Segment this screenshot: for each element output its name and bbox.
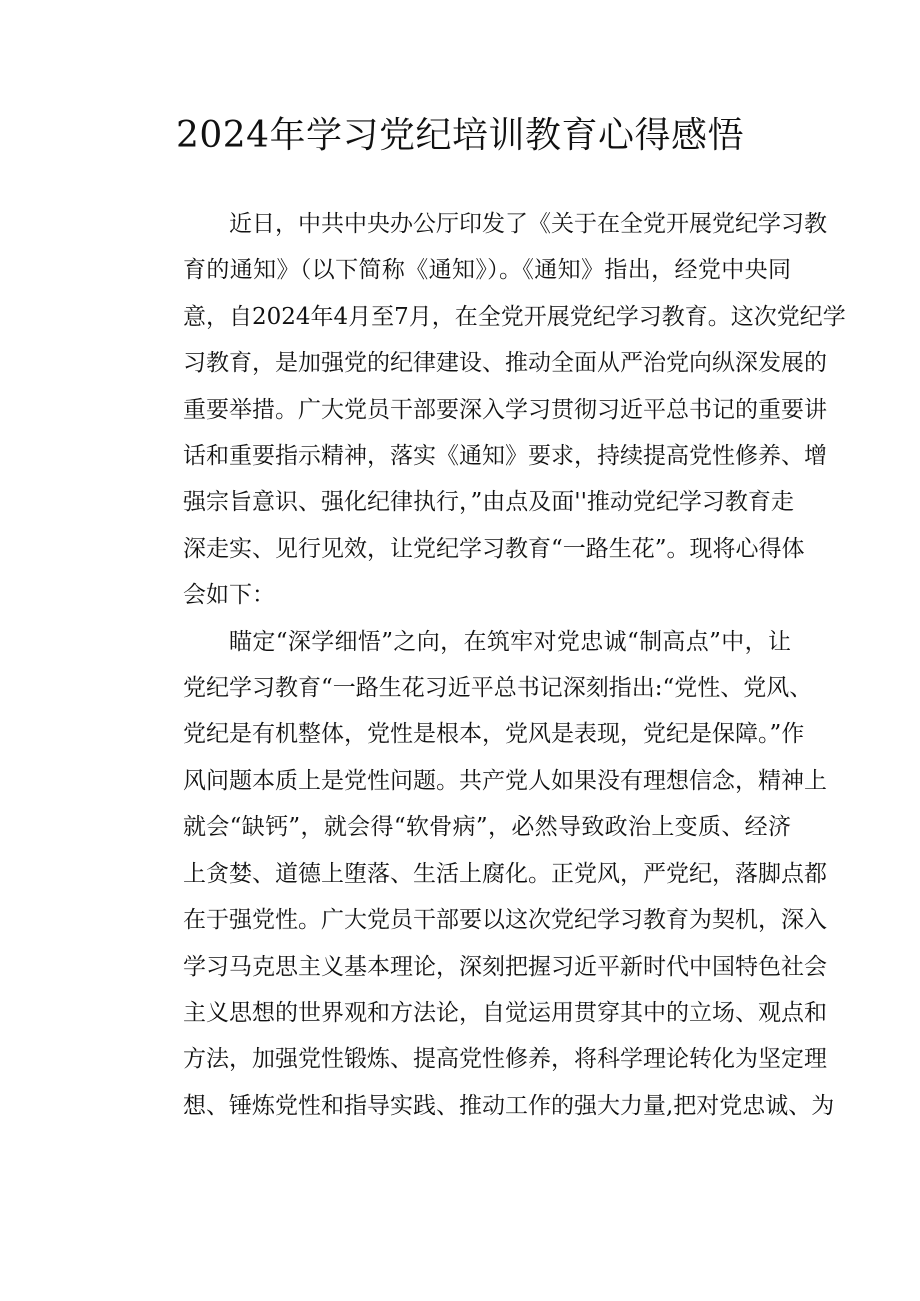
- text-line: 深走实、见行见效，让党纪学习教育“一路生花”。现将心得体: [183, 535, 805, 562]
- text-line: 重要举措。广大党员干部要深入学习贯彻习近平总书记的重要讲: [183, 396, 827, 423]
- text-line: 想、锤炼党性和指导实践、推动工作的强大力量,把对党忠诚、为: [183, 1092, 835, 1119]
- text-line: 育的通知》（以下简称《通知》）。《通知》指出，经党中央同: [183, 257, 791, 284]
- text-line: 近日，中共中央办公厅印发了《关于在全党开展党纪学习教: [229, 211, 827, 237]
- text-line: 瞄定“深学细悟”之向，在筑牢对党忠诚“制高点”中，让: [229, 628, 791, 655]
- text-line: 意，自2024年4月至7月，在全党开展党纪学习教育。这次党纪学: [183, 303, 846, 330]
- text-line: 方法，加强党性锻炼、提高党性修养，将科学理论转化为坚定理: [183, 1046, 827, 1073]
- text-line: 风问题本质上是党性问题。共产党人如果没有理想信念，精神上: [183, 767, 827, 794]
- text-line: 党纪是有机整体，党性是根本，党风是表现，党纪是保障。”作: [183, 721, 805, 748]
- document-title: 2024年学习党纪培训教育心得感悟: [175, 115, 745, 156]
- text-line: 强宗旨意识、强化纪律执行，”由点及面''推动党纪学习教育走: [183, 489, 794, 516]
- text-line: 习教育，是加强党的纪律建设、推动全面从严治党向纵深发展的: [183, 350, 827, 377]
- document-body: [137, 201, 846, 1129]
- text-line: 就会“缺钙”，就会得“软骨病”，必然导致政治上变质、经济: [183, 814, 791, 841]
- text-line: 学习马克思主义基本理论，深刻把握习近平新时代中国特色社会: [183, 953, 827, 980]
- text-line: 会如下：: [183, 582, 275, 609]
- text-line: 话和重要指示精神，落实《通知》要求，持续提高党性修养、增: [183, 443, 827, 470]
- text-line: 主义思想的世界观和方法论，自觉运用贯穿其中的立场、观点和: [183, 999, 827, 1026]
- text-line: 上贪婪、道德上堕落、生活上腐化。正党风，严党纪，落脚点都: [183, 860, 827, 887]
- text-line: 党纪学习教育“一路生花习近平总书记深刻指出:“党性、党风、: [183, 675, 813, 702]
- paragraph-1: [137, 201, 846, 619]
- text-line: 在于强党性。广大党员干部要以这次党纪学习教育为契机，深入: [183, 907, 827, 934]
- paragraph-2: [137, 619, 835, 1129]
